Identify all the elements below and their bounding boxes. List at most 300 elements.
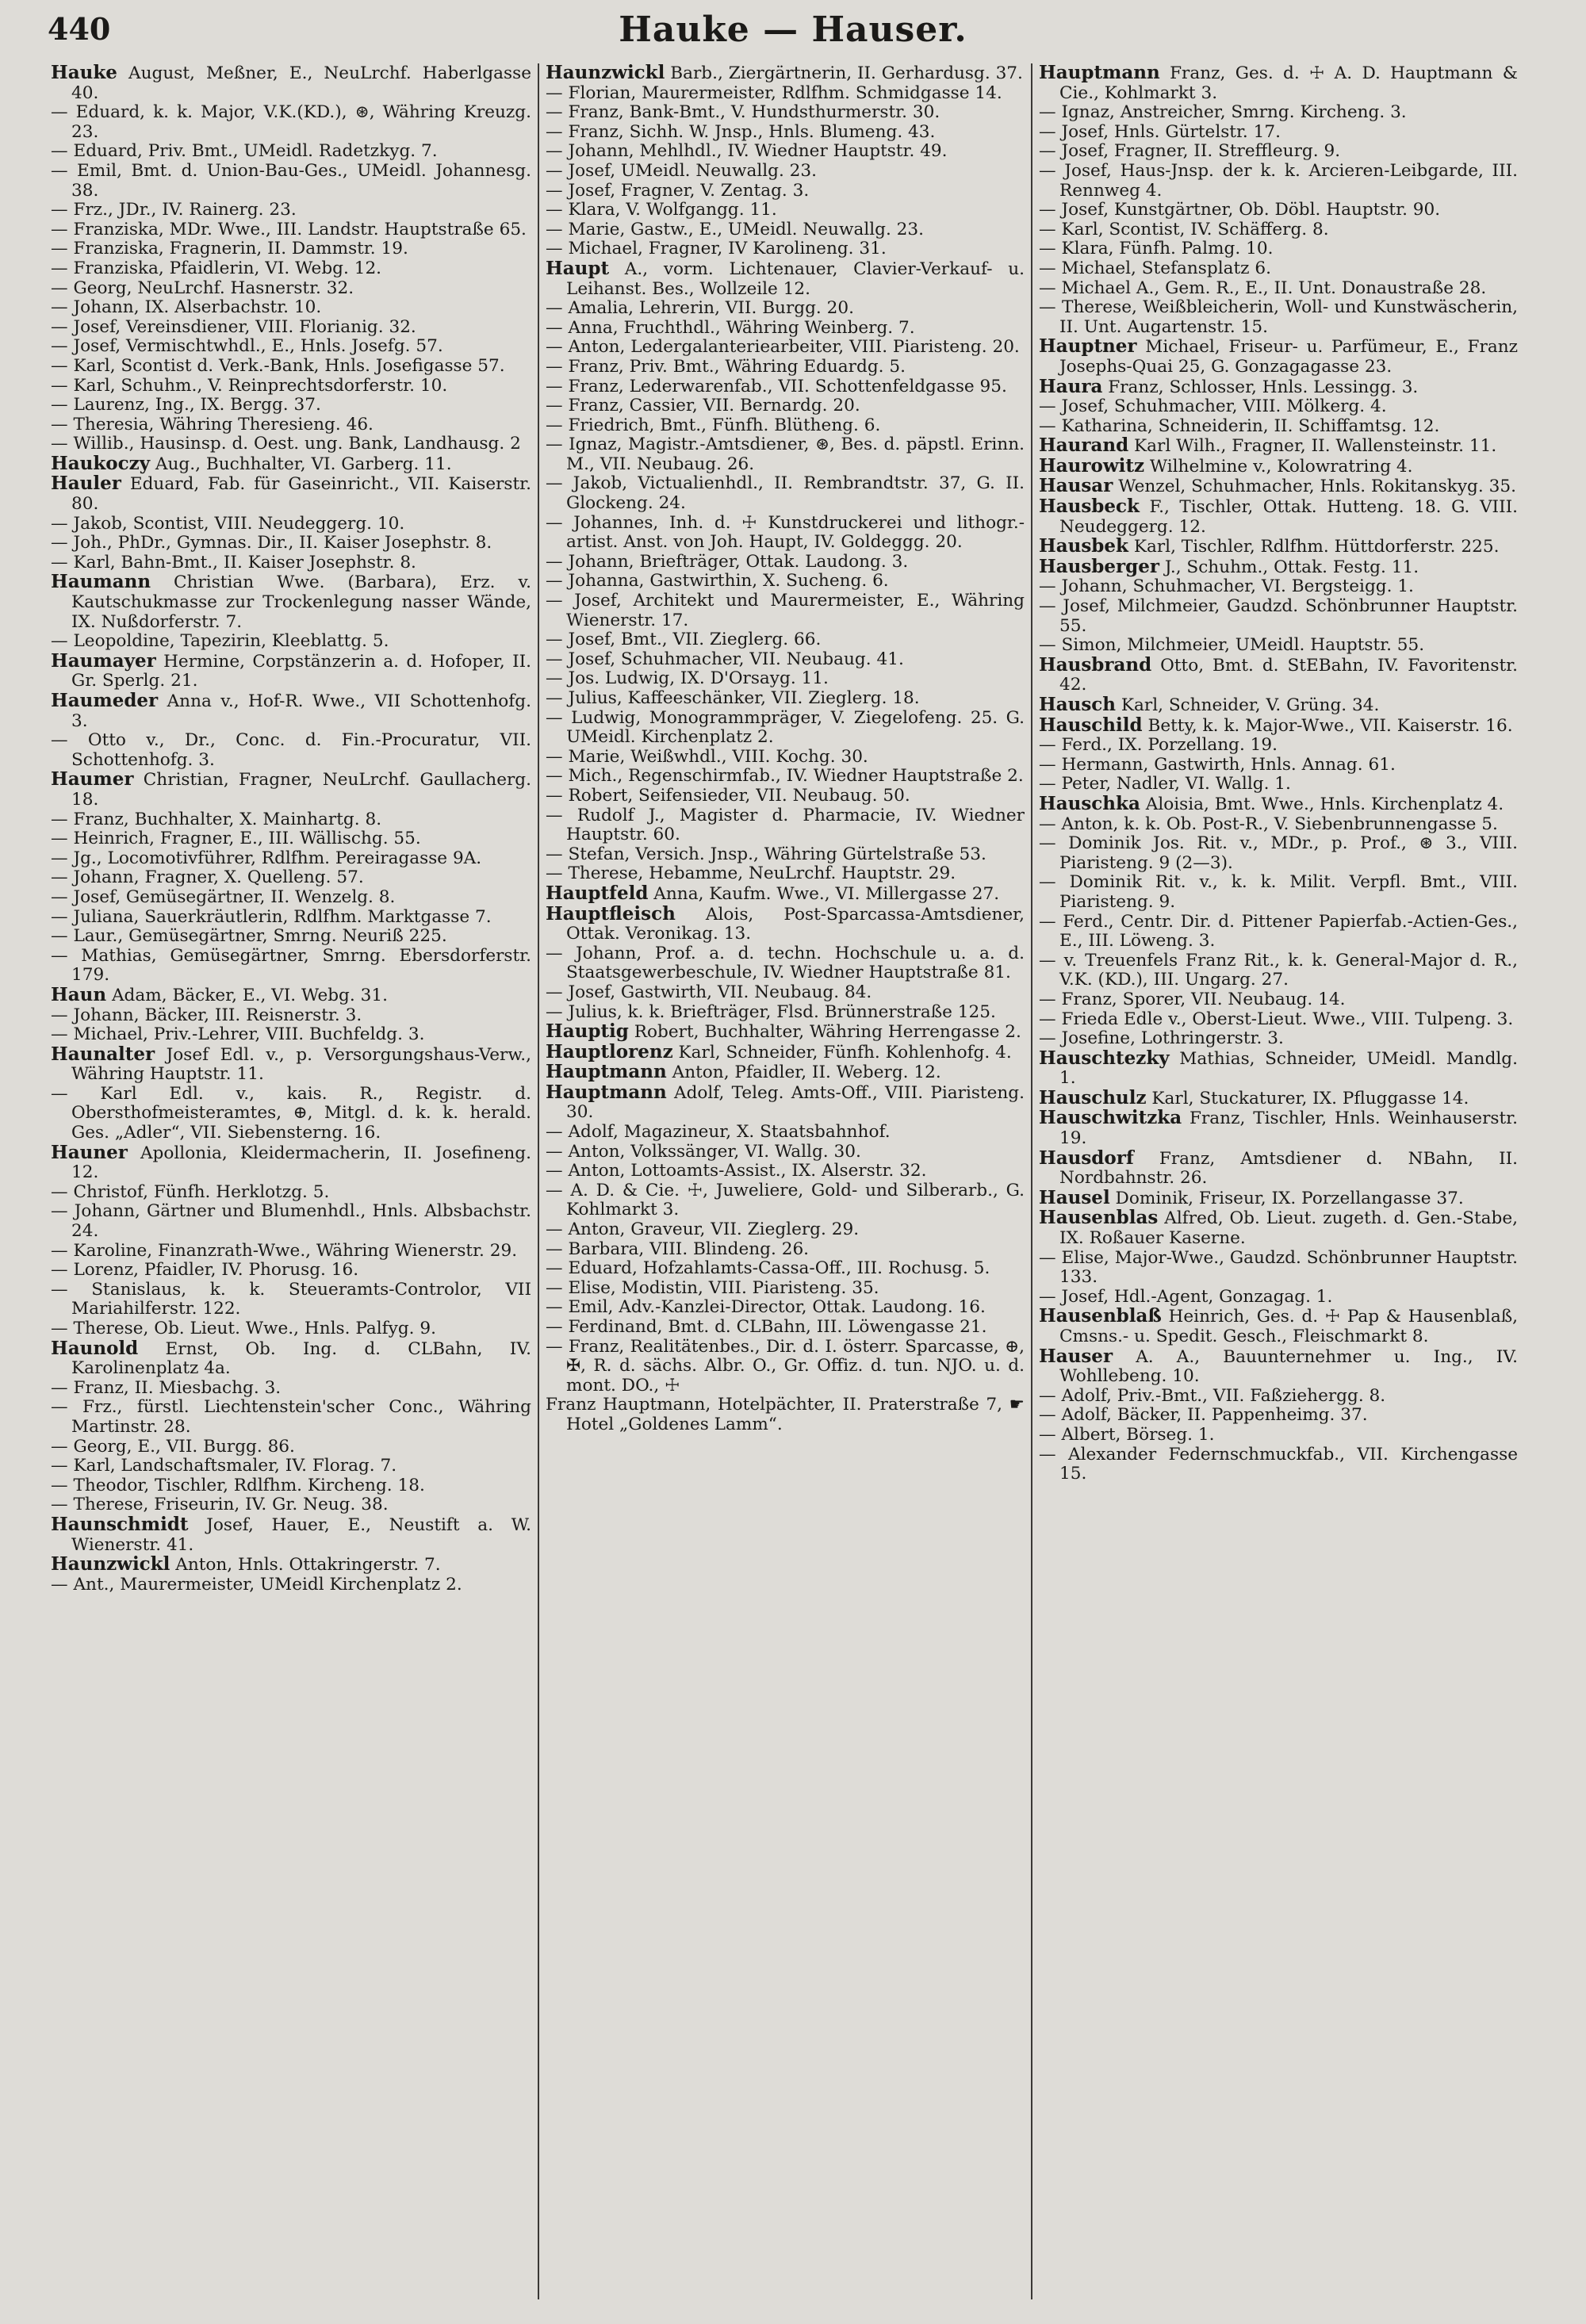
directory-entry	[546, 1338, 1025, 1396]
directory-entry	[546, 884, 1025, 905]
entry-text: Aug., Buchhalter, VI. Garberg. 11.	[150, 454, 452, 474]
directory-entry	[1039, 775, 1518, 794]
entry-text: — Peter, Nadler, VI. Wallg. 1.	[1039, 774, 1291, 794]
directory-entry	[1039, 1086, 1518, 1109]
entry-text: Aloisia, Bmt. Wwe., Hnls. Kirchenplatz 4.	[1140, 794, 1504, 814]
entry-text: — Therese, Hebamme, NeuLrchf. Hauptstr. 29.	[546, 863, 956, 884]
directory-entry	[546, 239, 1025, 259]
directory-entry	[546, 416, 1025, 436]
directory-entry	[546, 1083, 1025, 1123]
entry-text: — Frz., JDr., IV. Rainerg. 23.	[51, 200, 297, 220]
directory-entry	[51, 829, 531, 849]
entry-text: Barb., Ziergärtnerin, II. Gerhardusg. 37.	[665, 63, 1023, 83]
entry-text: Wilhelmine v., Kolowratring 4.	[1144, 456, 1413, 477]
directory-entry	[51, 983, 531, 1006]
entry-surname: Haunschmidt	[51, 1513, 189, 1535]
directory-entry	[51, 553, 531, 573]
directory-entry	[546, 1318, 1025, 1338]
entry-text: — Franz, Buchhalter, X. Mainhartg. 8.	[51, 809, 382, 829]
entry-text: — Johann, Schuhmacher, VI. Bergsteigg. 1.	[1039, 576, 1414, 597]
directory-entry	[1039, 220, 1518, 240]
entry-text: — Emil, Adv.-Kanzlei-Director, Ottak. Laudong. 16.	[546, 1297, 986, 1318]
entry-text: — Michael, Fragner, IV Karolineng. 31.	[546, 239, 887, 259]
entry-text: — Johann, Mehlhdl., IV. Wiedner Hauptstr. 49.	[546, 141, 948, 162]
entry-text: Josef, Hauer, E., Neustift a. W. Wienerstr. 41.	[71, 1514, 531, 1555]
entry-text: Christian Wwe. (Barbara), Erz. v. Kautschukmasse zur Trockenlegung nasser Wände, IX. Nußdorferstr. 7.	[71, 572, 531, 632]
entry-text: — Anton, Lottoamts-Assist., IX. Alserstr. 32.	[546, 1161, 927, 1181]
entry-surname: Hauschka	[1039, 792, 1140, 814]
entry-text: Wenzel, Schuhmacher, Hnls. Rokitanskyg. 35.	[1113, 477, 1516, 497]
directory-entry	[1039, 1426, 1518, 1445]
directory-entry	[1039, 162, 1518, 201]
directory-entry	[546, 142, 1025, 162]
entry-text: A. A., Bauunternehmer u. Ing., IV. Wohllebeng. 10.	[1059, 1346, 1518, 1387]
entry-text: — Ferd., IX. Porzellang. 19.	[1039, 735, 1278, 756]
directory-entry	[51, 1261, 531, 1281]
directory-entry	[1039, 377, 1518, 398]
entry-text: — Johannes, Inh. d. ☩ Kunstdruckerei und lithogr.-artist. Anst. von Joh. Haupt, IV. Goldeggg. 20.	[546, 512, 1025, 553]
directory-entry	[51, 770, 531, 810]
entry-text: — Christof, Fünfh. Herklotzg. 5.	[51, 1181, 330, 1202]
entry-text: Karl, Schneider, V. Grüng. 34.	[1116, 695, 1380, 715]
entry-text: — Klara, Fünfh. Palmg. 10.	[1039, 239, 1274, 259]
entry-surname: Hauptner	[1039, 335, 1137, 358]
entry-text: — A. D. & Cie. ☩, Juweliere, Gold- und Silberarb., G. Kohlmarkt 3.	[546, 1180, 1025, 1220]
directory-entry	[546, 1022, 1025, 1043]
directory-entry	[546, 1240, 1025, 1260]
entry-text: — Stefan, Versich. Jnsp., Währing Gürtelstraße 53.	[546, 844, 986, 864]
entry-text: — Albert, Börseg. 1.	[1039, 1424, 1215, 1445]
entry-text: Franz, Amtsdiener d. NBahn, II. Nordbahnstr. 26.	[1059, 1148, 1518, 1189]
directory-entry	[546, 474, 1025, 513]
directory-entry	[51, 1006, 531, 1026]
running-head: Hauke — Hauser.	[619, 10, 967, 50]
directory-entry	[546, 553, 1025, 572]
entry-text: — Ferdinand, Bmt. d. CLBahn, III. Löwengasse 21.	[546, 1317, 987, 1337]
entry-text: — Johann, Briefträger, Ottak. Laudong. 3.	[546, 551, 909, 572]
entry-text: — Franz, Lederwarenfab., VII. Schottenfeldgasse 95.	[546, 376, 1007, 396]
entry-text: — Josef, Architekt und Maurermeister, E., Währing Wienerstr. 17.	[546, 591, 1025, 630]
directory-entry	[546, 84, 1025, 104]
entry-text: — Eduard, Priv. Bmt., UMeidl. Radetzkyg. 7.	[51, 141, 438, 162]
entry-surname: Hauptmann	[546, 1061, 667, 1083]
directory-entry	[546, 845, 1025, 865]
directory-entry	[51, 1143, 531, 1183]
entry-text: Eduard, Fab. für Gaseinricht., VII. Kaiserstr. 80.	[71, 474, 531, 515]
directory-entry	[1039, 298, 1518, 337]
directory-entry	[1039, 815, 1518, 835]
entry-text: — Therese, Friseurin, IV. Gr. Neug. 38.	[51, 1495, 389, 1515]
entry-text: — Dominik Jos. Rit. v., MDr., p. Prof., ⊛ 3., VIII. Piaristeng. 9 (2—3).	[1039, 833, 1518, 873]
entry-text: — Simon, Milchmeier, UMeidl. Hauptstr. 55.	[1039, 635, 1425, 656]
directory-entry	[1039, 142, 1518, 162]
entry-text: Mathias, Schneider, UMeidl. Mandlg. 1.	[1059, 1048, 1518, 1089]
directory-entry	[546, 572, 1025, 592]
entry-text: — Michael A., Gem. R., E., II. Unt. Donaustraße 28.	[1039, 278, 1487, 298]
entry-text: — Jakob, Scontist, VIII. Neudeggerg. 10.	[51, 513, 405, 534]
entry-text: — Josef, Gastwirth, VII. Neubaug. 84.	[546, 982, 872, 1002]
entry-surname: Hauler	[51, 473, 121, 495]
entry-surname: Hauschwitzka	[1039, 1107, 1182, 1129]
entry-text: — Julius, Kaffeeschänker, VII. Zieglerg. 18.	[546, 688, 920, 708]
directory-entry	[546, 396, 1025, 416]
entry-surname: Hausar	[1039, 475, 1113, 497]
directory-entry	[51, 1242, 531, 1262]
directory-entry	[546, 299, 1025, 319]
directory-entry	[546, 1062, 1025, 1083]
directory-entry	[1039, 397, 1518, 417]
directory-entry	[51, 142, 531, 162]
entry-text: — Josef, Kunstgärtner, Ob. Döbl. Hauptstr. 90.	[1039, 200, 1441, 220]
entry-text: — Theodor, Tischler, Rdlfhm. Kircheng. 18.	[51, 1475, 425, 1495]
directory-entry	[51, 947, 531, 986]
entry-text: — Heinrich, Fragner, E., III. Wällischg. 55.	[51, 829, 421, 849]
entry-text: — Franziska, Pfaidlerin, VI. Webg. 12.	[51, 258, 382, 278]
entry-surname: Haumayer	[51, 649, 156, 672]
directory-entry	[546, 162, 1025, 182]
entry-text: — Johann, Bäcker, III. Reisnerstr. 3.	[51, 1005, 362, 1025]
entry-text: — Karl, Scontist d. Verk.-Bank, Hnls. Josefigasse 57.	[51, 355, 505, 376]
entry-text: — v. Treuenfels Franz Rit., k. k. General-Major d. R., V.K. (KD.), III. Ungarg. 27.	[1039, 950, 1518, 990]
entry-text: — Karl, Bahn-Bmt., II. Kaiser Josephstr. 8.	[51, 552, 416, 572]
directory-entry	[1039, 123, 1518, 143]
entry-text: — Karl, Scontist, IV. Schäfferg. 8.	[1039, 219, 1329, 239]
entry-text: Hermine, Corpstänzerin a. d. Hofoper, II. Gr. Sperlg. 21.	[71, 651, 531, 691]
entry-text: — Franz, Cassier, VII. Bernardg. 20.	[546, 396, 860, 416]
column-left	[44, 63, 538, 2299]
page-number: 440	[48, 11, 111, 47]
directory-entry	[51, 1438, 531, 1457]
directory-entry	[1039, 1347, 1518, 1387]
entry-text: Heinrich, Ges. d. ☩ Pap & Hausenblaß, Cmsns.- u. Spedit. Gesch., Fleischmarkt 8.	[1059, 1307, 1518, 1346]
directory-entry	[546, 748, 1025, 768]
entry-text: — Marie, Gastw., E., UMeidl. Neuwallg. 23.	[546, 219, 925, 239]
directory-entry	[51, 318, 531, 338]
entry-text: — Franz, Priv. Bmt., Währing Eduardg. 5.	[546, 356, 906, 377]
entry-text: — Josef, Schuhmacher, VII. Neubaug. 41.	[546, 649, 904, 669]
entry-text: — Joh., PhDr., Gymnas. Dir., II. Kaiser Josephstr. 8.	[51, 533, 492, 553]
entry-text: — Leopoldine, Tapezirin, Kleeblattg. 5.	[51, 631, 389, 652]
directory-entry	[1039, 103, 1518, 123]
entry-text: — Franz, Sichh. W. Jnsp., Hnls. Blumeng. 43.	[546, 121, 936, 142]
directory-entry	[1039, 653, 1518, 695]
directory-entry	[51, 474, 531, 514]
entry-surname: Haunold	[51, 1337, 139, 1359]
directory-entry	[51, 1339, 531, 1379]
entry-text: — Anton, Volkssänger, VI. Wallg. 30.	[546, 1141, 861, 1162]
entry-text: — Jos. Ludwig, IX. D'Orsayg. 11.	[546, 668, 829, 689]
directory-entry	[51, 357, 531, 377]
directory-entry	[51, 103, 531, 142]
entry-text: — Theresia, Währing Theresieng. 46.	[51, 414, 374, 435]
entry-text: — Franz, Bank-Bmt., V. Hundsthurmerstr. 30.	[546, 102, 940, 123]
directory-entry	[51, 1575, 531, 1595]
directory-entry	[51, 810, 531, 830]
entry-text: August, Meßner, E., NeuLrchf. Haberlgasse 40.	[71, 63, 531, 103]
directory-entry	[1039, 497, 1518, 537]
entry-text: — Emil, Bmt. d. Union-Bau-Ges., UMeidl. Johannesg. 38.	[51, 160, 531, 201]
entry-surname: Hausch	[1039, 694, 1117, 715]
directory-entry	[51, 1379, 531, 1399]
directory-entry	[51, 1319, 531, 1339]
directory-entry	[51, 415, 531, 435]
directory-entry	[51, 220, 531, 240]
entry-text: — Josef, Vermischtwhdl., E., Hnls. Josefg. 57.	[51, 336, 443, 357]
entry-text: Otto, Bmt. d. StEBahn, IV. Favoritenstr. 42.	[1059, 655, 1518, 695]
directory-entry	[1039, 873, 1518, 912]
entry-text: — Josef, Fragner, II. Streffleurg. 9.	[1039, 141, 1341, 162]
directory-entry	[51, 731, 531, 770]
entry-text: — Amalia, Lehrerin, VII. Burgg. 20.	[546, 298, 855, 319]
entry-text: — Josef, Schuhmacher, VIII. Mölkerg. 4.	[1039, 396, 1387, 417]
entry-surname: Haumeder	[51, 690, 159, 711]
directory-entry	[1039, 794, 1518, 815]
directory-entry	[1039, 1288, 1518, 1307]
entry-surname: Hauschulz	[1039, 1086, 1147, 1108]
entry-text: — Eduard, Hofzahlamts-Cassa-Off., III. Rochusg. 5.	[546, 1258, 990, 1279]
directory-entry	[546, 592, 1025, 630]
directory-entry	[1039, 239, 1518, 259]
entry-text: — Dominik Rit. v., k. k. Milit. Verpfl. Bmt., VIII. Piaristeng. 9.	[1039, 872, 1518, 912]
directory-entry	[1039, 477, 1518, 497]
directory-entry	[1039, 1186, 1518, 1209]
entry-text: — Anton, Graveur, VII. Zieglerg. 29.	[546, 1219, 860, 1240]
directory-columns	[44, 63, 1551, 2299]
entry-text: — Franz, Sporer, VII. Neubaug. 14.	[1039, 989, 1346, 1009]
entry-text: — Elise, Modistin, VIII. Piaristeng. 35.	[546, 1277, 879, 1298]
entry-text: Alfred, Ob. Lieut. zugeth. d. Gen.-Stabe, IX. Roßauer Kaserne.	[1059, 1208, 1518, 1249]
directory-entry	[1039, 537, 1518, 557]
directory-entry	[546, 1143, 1025, 1162]
directory-entry	[546, 1162, 1025, 1181]
entry-text: — Robert, Seifensieder, VII. Neubaug. 50.	[546, 785, 910, 806]
directory-entry	[546, 1003, 1025, 1023]
directory-entry	[1039, 695, 1518, 716]
entry-text: Betty, k. k. Major-Wwe., VII. Kaiserstr. 16.	[1142, 715, 1513, 736]
entry-text: — Adolf, Bäcker, II. Pappenheimg. 37.	[1039, 1405, 1368, 1426]
entry-text: Christian, Fragner, NeuLrchf. Gaullacherg. 18.	[71, 770, 531, 810]
entry-surname: Haun	[51, 983, 107, 1005]
entry-text: — Friedrich, Bmt., Fünfh. Blütheng. 6.	[546, 415, 881, 435]
directory-entry	[546, 1279, 1025, 1299]
entry-text: — Ignaz, Magistr.-Amtsdiener, ⊛, Bes. d. päpstl. Erinn. M., VII. Neubaug. 26.	[546, 435, 1025, 474]
entry-surname: Haunzwickl	[546, 63, 665, 83]
entry-surname: Hausenblaß	[1039, 1305, 1162, 1327]
entry-text: — Georg, NeuLrchf. Hasnerstr. 32.	[51, 278, 354, 298]
entry-text: — Katharina, Schneiderin, II. Schiffamtsg. 12.	[1039, 415, 1440, 436]
directory-entry	[1039, 1029, 1518, 1049]
entry-text: — Ludwig, Monogrammpräger, V. Ziegelofeng. 25. G. UMeidl. Kirchenplatz 2.	[546, 707, 1025, 748]
entry-surname: Hauschild	[1039, 714, 1143, 736]
entry-text: Karl, Schneider, Fünfh. Kohlenhofg. 4.	[672, 1042, 1012, 1062]
directory-entry	[51, 279, 531, 299]
entry-surname: Hauschtezky	[1039, 1047, 1170, 1069]
entry-text: — Michael, Stefansplatz 6.	[1039, 258, 1271, 278]
directory-entry	[51, 239, 531, 259]
entry-text: — Josef, Milchmeier, Gaudzd. Schönbrunner Hauptstr. 55.	[1039, 596, 1518, 636]
entry-text: — Ferd., Centr. Dir. d. Pittener Papierfab.-Actien-Ges., E., III. Löweng. 3.	[1039, 911, 1518, 951]
entry-text: — Michael, Priv.-Lehrer, VIII. Buchfeldg. 3.	[51, 1024, 425, 1045]
column-middle	[538, 63, 1031, 2299]
directory-entry	[546, 709, 1025, 748]
entry-text: — Frz., fürstl. Liechtenstein'scher Conc., Währing Martinstr. 28.	[51, 1397, 531, 1437]
entry-text: — Karl Edl. v., kais. R., Registr. d. Obersthofmeisteramtes, ⊕, Mitgl. d. k. k. herald. Ges. „Adler“, VII. Siebensterng. 16.	[51, 1083, 531, 1143]
directory-entry	[51, 377, 531, 396]
entry-text: Adam, Bäcker, E., VI. Webg. 31.	[106, 985, 388, 1005]
entry-text: — Josef, Hdl.-Agent, Gonzagag. 1.	[1039, 1286, 1333, 1307]
entry-surname: Hauner	[51, 1141, 128, 1163]
entry-text: — Jakob, Victualienhdl., II. Rembrandtstr. 37, G. II. Glockeng. 24.	[546, 473, 1025, 514]
entry-text: — Ignaz, Anstreicher, Smrng. Kircheng. 3.	[1039, 102, 1407, 123]
entry-text: — Josef, Vereinsdiener, VIII. Florianig. 32.	[51, 316, 416, 337]
page-header	[0, 0, 1586, 63]
directory-entry	[51, 868, 531, 888]
directory-entry	[546, 864, 1025, 884]
directory-entry	[546, 944, 1025, 983]
directory-entry	[51, 691, 531, 731]
directory-entry	[51, 63, 531, 103]
entry-text: Anna v., Hof-R. Wwe., VII Schottenhofg. 3.	[71, 691, 531, 731]
entry-text: — Georg, E., VII. Burgg. 86.	[51, 1436, 295, 1457]
entry-surname: Hausenblas	[1039, 1207, 1159, 1229]
directory-entry	[546, 377, 1025, 397]
entry-text: F., Tischler, Ottak. Hutteng. 18. G. VIII. Neudeggerg. 12.	[1059, 497, 1518, 537]
entry-text: Karl Wilh., Fragner, II. Wallensteinstr. 11.	[1128, 436, 1497, 457]
entry-text: — Rudolf J., Magister d. Pharmacie, IV. Wiedner Hauptstr. 60.	[546, 805, 1025, 845]
directory-entry	[51, 1515, 531, 1555]
entry-surname: Haunzwickl	[51, 1553, 170, 1575]
entry-text: — Ant., Maurermeister, UMeidl Kirchenplatz 2.	[51, 1574, 462, 1595]
entry-text: — Franziska, MDr. Wwe., III. Landstr. Hauptstraße 65.	[51, 219, 527, 239]
directory-entry	[1039, 597, 1518, 636]
directory-entry	[1039, 557, 1518, 578]
entry-surname: Haura	[1039, 375, 1103, 397]
directory-entry	[1039, 834, 1518, 873]
directory-entry	[546, 1298, 1025, 1318]
entry-text: Michael, Friseur- u. Parfümeur, E., Franz Josephs-Quai 25, G. Gonzagagasse 23.	[1059, 337, 1518, 377]
directory-entry	[51, 435, 531, 454]
directory-entry	[1039, 636, 1518, 656]
directory-entry	[1039, 1445, 1518, 1484]
directory-entry	[51, 1398, 531, 1437]
entry-text: — Johann, Gärtner und Blumenhdl., Hnls. Albsbachstr. 24.	[51, 1201, 531, 1242]
directory-entry	[546, 338, 1025, 358]
entry-text: — Adolf, Priv.-Bmt., VII. Faßziehergg. 8.	[1039, 1385, 1386, 1406]
entry-text: — Franz, II. Miesbachg. 3.	[51, 1377, 282, 1398]
entry-text: — Josef, Fragner, V. Zentag. 3.	[546, 180, 810, 201]
entry-text: Anna, Kaufm. Wwe., VI. Millergasse 27.	[648, 883, 1000, 904]
entry-text: Franz Hauptmann, Hotelpächter, II. Praterstraße 7, ☛ Hotel „Goldenes Lamm“.	[546, 1395, 1025, 1434]
entry-text: — Anton, Ledergalanteriearbeiter, VIII. Piaristeng. 20.	[546, 337, 1020, 358]
directory-entry	[546, 123, 1025, 143]
entry-text: — Johann, Prof. a. d. techn. Hochschule u. a. d. Staatsgewerbeschule, IV. Wiedner Hauptstraße 81.	[546, 943, 1025, 983]
directory-entry	[546, 103, 1025, 123]
entry-text: — Willib., Hausinsp. d. Oest. ung. Bank, Landhausg. 2	[51, 434, 521, 454]
entry-text: J., Schuhm., Ottak. Festg. 11.	[1159, 557, 1419, 577]
directory-entry	[1039, 1249, 1518, 1288]
directory-entry	[1039, 259, 1518, 279]
entry-text: — Karoline, Finanzrath-Wwe., Währing Wienerstr. 29.	[51, 1240, 518, 1261]
directory-entry	[51, 1476, 531, 1496]
entry-text: — Karl, Schuhm., V. Reinprechtsdorferstr. 10.	[51, 375, 448, 396]
directory-entry	[51, 201, 531, 220]
directory-entry	[546, 767, 1025, 787]
entry-surname: Haurand	[1039, 435, 1129, 457]
entry-text: — Josef, Haus-Jnsp. der k. k. Arcieren-Leibgarde, III. Rennweg 4.	[1039, 160, 1518, 201]
entry-surname: Hausbrand	[1039, 653, 1152, 676]
directory-entry	[546, 220, 1025, 240]
directory-entry	[546, 435, 1025, 474]
entry-text: — Josef, Hnls. Gürtelstr. 17.	[1039, 121, 1281, 142]
directory-entry	[1039, 454, 1518, 477]
directory-entry	[546, 259, 1025, 299]
entry-surname: Hausberger	[1039, 555, 1159, 577]
entry-text: — Josef, Gemüsegärtner, II. Wenzelg. 8.	[51, 886, 396, 907]
directory-entry	[1039, 1208, 1518, 1248]
directory-entry	[51, 927, 531, 947]
directory-entry	[51, 908, 531, 928]
entry-surname: Hauptmann	[546, 1081, 667, 1103]
entry-text: Anton, Pfaidler, II. Weberg. 12.	[666, 1062, 941, 1083]
entry-text: — Frieda Edle v., Oberst-Lieut. Wwe., VIII. Tulpeng. 3.	[1039, 1009, 1514, 1029]
directory-entry	[51, 1281, 531, 1319]
entry-text: — Alexander Federnschmuckfab., VII. Kirchengasse 15.	[1039, 1444, 1518, 1484]
directory-entry	[546, 983, 1025, 1003]
entry-text: — Marie, Weißwhdl., VIII. Kochg. 30.	[546, 746, 868, 767]
entry-text: Dominik, Friseur, IX. Porzellangasse 37.	[1109, 1188, 1464, 1208]
directory-entry	[546, 669, 1025, 689]
directory-entry	[51, 1495, 531, 1515]
directory-entry	[51, 259, 531, 279]
entry-surname: Haunalter	[51, 1043, 155, 1065]
directory-entry	[1039, 1149, 1518, 1189]
directory-entry	[51, 396, 531, 415]
directory-entry	[51, 888, 531, 908]
entry-text: Franz, Ges. d. ☩ A. D. Hauptmann & Cie., Kohlmarkt 3.	[1059, 63, 1518, 103]
directory-entry	[51, 572, 531, 632]
directory-entry	[51, 1555, 531, 1575]
directory-entry	[546, 902, 1025, 944]
directory-entry	[546, 1040, 1025, 1063]
directory-entry	[51, 162, 531, 201]
entry-text: — Laurenz, Ing., IX. Bergg. 37.	[51, 395, 321, 415]
directory-entry	[1039, 756, 1518, 775]
directory-entry	[546, 806, 1025, 845]
entry-text: — Otto v., Dr., Conc. d. Fin.-Procuratur, VII. Schottenhofg. 3.	[51, 730, 531, 770]
directory-entry	[546, 1123, 1025, 1143]
directory-entry	[1039, 736, 1518, 756]
directory-entry	[51, 632, 531, 652]
entry-text: — Stanislaus, k. k. Steueramts-Controlor, VII Mariahilferstr. 122.	[51, 1279, 531, 1319]
directory-entry	[1039, 1307, 1518, 1346]
entry-text: — Mathias, Gemüsegärtner, Smrng. Ebersdorferstr. 179.	[51, 945, 531, 986]
directory-entry	[1039, 279, 1518, 299]
directory-entry	[51, 454, 531, 475]
directory-entry	[1039, 990, 1518, 1010]
entry-surname: Hausdorf	[1039, 1147, 1134, 1169]
entry-text: Franz, Tischler, Hnls. Weinhauserstr. 19.	[1059, 1108, 1518, 1149]
directory-entry	[1039, 337, 1518, 377]
directory-entry	[1039, 1387, 1518, 1407]
entry-text: — Johanna, Gastwirthin, X. Sucheng. 6.	[546, 571, 889, 592]
directory-entry	[51, 534, 531, 553]
entry-text: Karl, Tischler, Rdlfhm. Hüttdorferstr. 225.	[1128, 537, 1500, 557]
directory-entry	[546, 182, 1025, 201]
entry-surname: Hauptfleisch	[546, 902, 676, 925]
directory-entry	[546, 514, 1025, 553]
directory-entry	[1039, 913, 1518, 951]
entry-text: — Lorenz, Pfaidler, IV. Phorusg. 16.	[51, 1260, 359, 1281]
